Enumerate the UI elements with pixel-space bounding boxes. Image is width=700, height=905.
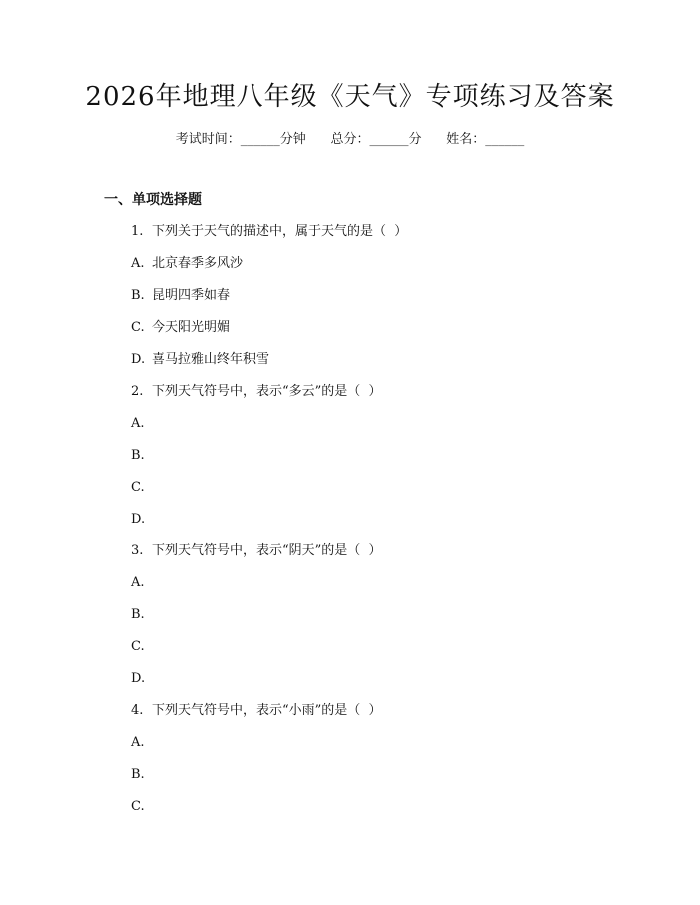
option-row bbox=[131, 414, 152, 434]
option-text: 北京春季多风沙 bbox=[152, 256, 244, 271]
option-text: 喜马拉雅山终年积雪 bbox=[152, 352, 270, 367]
document-title: 2026年地理八年级《天气》专项练习及答案 bbox=[85, 82, 615, 112]
option-label: C. bbox=[131, 320, 145, 335]
option-label: D. bbox=[131, 512, 146, 527]
option-label: D. bbox=[131, 352, 146, 367]
option-label: B. bbox=[131, 607, 145, 622]
option-row bbox=[131, 510, 152, 530]
option-row bbox=[131, 637, 152, 657]
option-label: C. bbox=[131, 639, 145, 654]
option-label: A. bbox=[131, 416, 145, 431]
option-label: B. bbox=[131, 448, 145, 463]
question-number: 2. bbox=[131, 384, 144, 399]
exam-info-line: 考试时间：______分钟 总分：______分 姓名：______ bbox=[175, 132, 525, 147]
option-row bbox=[131, 765, 152, 785]
question-stem bbox=[131, 222, 407, 242]
question-number: 3. bbox=[131, 543, 144, 558]
section-heading: 一、单项选择题 bbox=[104, 192, 202, 208]
option-text: 今天阳光明媚 bbox=[152, 320, 231, 335]
option-row bbox=[131, 318, 230, 338]
option-label: C. bbox=[131, 480, 145, 495]
question-text: 下列天气符号中，表示“多云”的是（ ） bbox=[152, 384, 382, 399]
option-row bbox=[131, 286, 230, 306]
option-row bbox=[131, 573, 152, 593]
option-row bbox=[131, 605, 152, 625]
option-row bbox=[131, 350, 269, 370]
question-number: 4. bbox=[131, 703, 144, 718]
question-stem bbox=[131, 701, 382, 721]
question-stem bbox=[131, 382, 382, 402]
option-label: A. bbox=[131, 256, 145, 271]
option-label: B. bbox=[131, 767, 145, 782]
option-row bbox=[131, 669, 152, 689]
option-row bbox=[131, 478, 152, 498]
option-label: B. bbox=[131, 288, 145, 303]
option-label: C. bbox=[131, 799, 145, 814]
option-label: A. bbox=[131, 575, 145, 590]
option-row bbox=[131, 446, 152, 466]
question-text: 下列天气符号中，表示“阴天”的是（ ） bbox=[152, 543, 382, 558]
option-label: A. bbox=[131, 735, 145, 750]
question-text: 下列关于天气的描述中，属于天气的是（ ） bbox=[152, 224, 408, 239]
option-label: D. bbox=[131, 671, 146, 686]
option-row bbox=[131, 733, 152, 753]
option-row bbox=[131, 797, 152, 817]
question-text: 下列天气符号中，表示“小雨”的是（ ） bbox=[152, 703, 382, 718]
question-stem bbox=[131, 541, 382, 561]
option-row bbox=[131, 254, 243, 274]
option-text: 昆明四季如春 bbox=[152, 288, 231, 303]
question-number: 1. bbox=[131, 224, 144, 239]
